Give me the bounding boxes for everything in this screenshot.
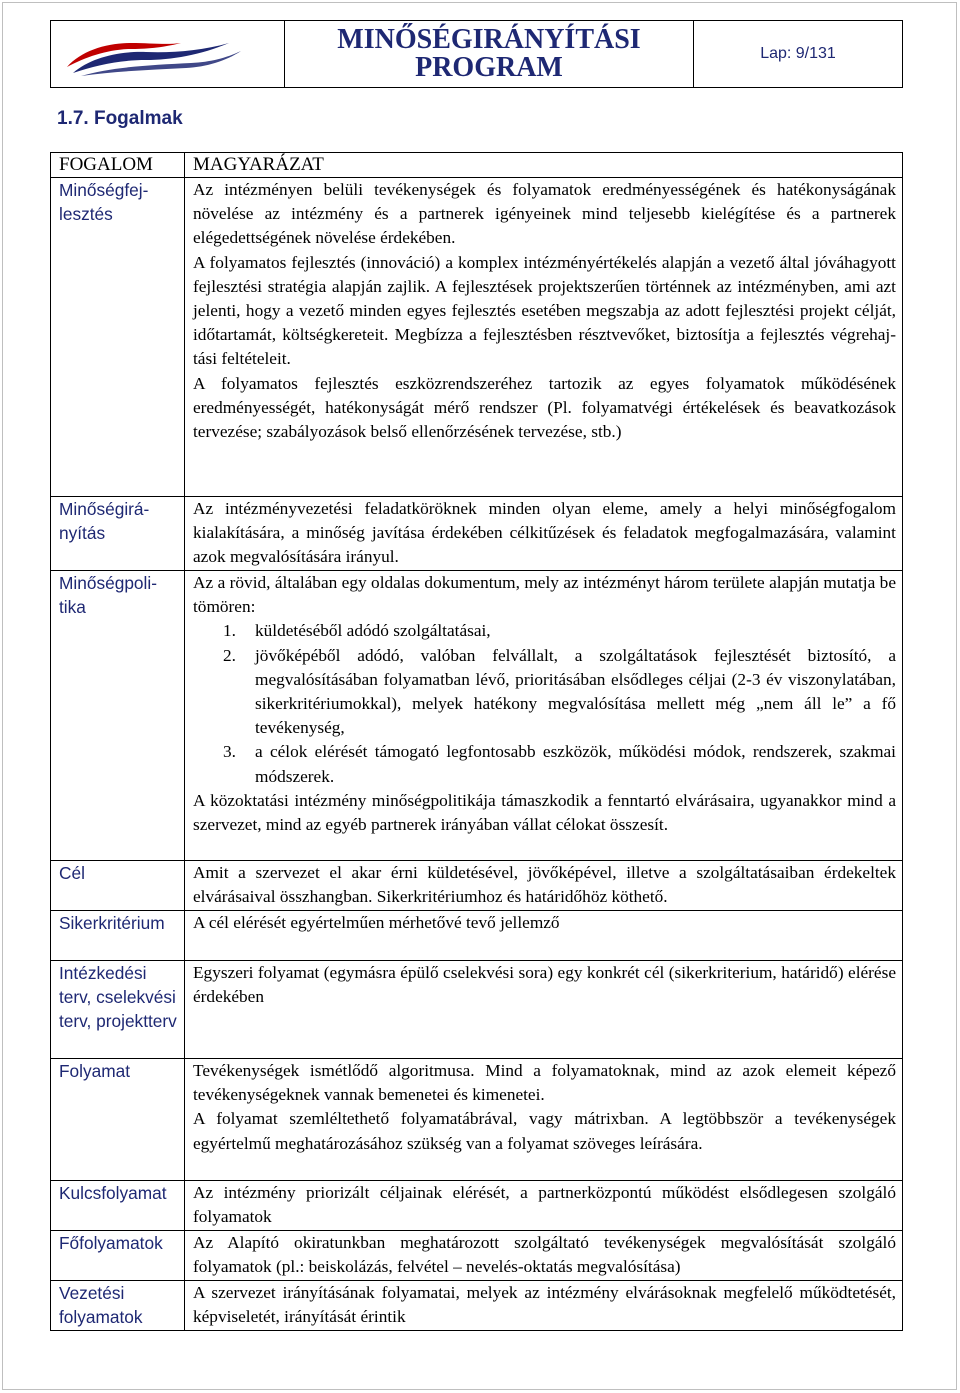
term-cell: Intézkedési terv, cselekvési terv, projektterv [51, 961, 185, 1059]
list-item [223, 644, 896, 741]
table-row [51, 571, 903, 861]
numbered-list [193, 619, 896, 788]
explanation-cell [185, 961, 903, 1059]
explanation-cell [185, 497, 903, 571]
table-row [51, 497, 903, 571]
explanation-cell [185, 1181, 903, 1231]
explanation-paragraph: A folyamatos fejlesztés eszközrendszeréhez tartozik az egyes folyamatok működésének eredményességét, hatékonyságát mérő rendszer (Pl. folyamatvégi értékelések és beavatkozások tervezése; szabályozások belső ellenőrzésének tervezése, stb.) [193, 373, 896, 442]
explanation-paragraph: Amit a szervezet el akar érni küldetésével, jövőképével, illetve a szolgáltatásaiban érdekeltek elvárásaival összhangban. Sikerkritériumhoz és határidőhöz köthető. [193, 863, 896, 907]
explanation-cell [185, 1059, 903, 1181]
explanation-paragraph: Egyszeri folyamat (egymásra épülő cselekvési sora) egy konkrét cél (sikerkriterium, határidő) elérése érdekében [193, 963, 896, 1007]
list-item-number: 2. [223, 645, 236, 665]
list-item-text: küldetéséből adódó szolgáltatásai, [255, 621, 491, 641]
page-header [50, 20, 903, 88]
table-row [51, 861, 903, 911]
explanation-cell [185, 911, 903, 961]
table-row [51, 1281, 903, 1331]
explanation-paragraph: A folyamatos fejlesztés (innováció) a komplex intézményértékelés alapján a vezető által jóváhagyott fejlesztési stratégia alapján zajlik. A fejlesztések projektszerűen történnek az intézményben, ami azt jelenti, hogy a vezető minden egyes fejlesztés esetében megszabja az adott fejlesztési projekt célját, időtartamát, költségkereteit. Megbízza a fejlesztésben résztvevőket, biztosítja a fejlesztés végrehajtási feltételeit. [193, 252, 896, 369]
page-number-cell [694, 21, 902, 87]
term-cell: Minőségpolitika [51, 571, 185, 861]
table-header-row [51, 153, 903, 178]
list-item [223, 619, 896, 643]
explanation-paragraph: Az intézményen belüli tevékenységek és folyamatok eredményességének és hatékonyságának növelése az intézmény és a partnerek igényeinek mind teljesebb kielégítése és a partnerek elégedettségének növelése érdekében. [193, 180, 896, 248]
term-cell: Sikerkritérium [51, 911, 185, 961]
explanation-paragraph: Az intézményvezetési feladatköröknek minden olyan eleme, amely a helyi minőségfogalom kialakítására, a minőség javítása érdekében célkitűzések és feladatok megfogalmazására, valamint azok megvalósítására irányul. [193, 499, 896, 567]
term-cell: Kulcsfolyamat [51, 1181, 185, 1231]
table-row [51, 961, 903, 1059]
header-title-cell [285, 21, 694, 87]
header-title: MINŐSÉGIRÁNYÍTÁSI PROGRAM [337, 24, 641, 83]
page-number: Lap: 9/131 [760, 45, 836, 62]
explanation-cell [185, 861, 903, 911]
explanation-paragraph: A folyamat szemléltethető folyamatábrával, vagy mátrixban. A legtöbbször a tevékenységek egyértelmű meghatározásához szükség van a folyamat szöveges leírására. [193, 1109, 896, 1153]
list-item-number: 1. [223, 621, 236, 641]
list-item-text: a célok elérését támogató legfontosabb eszközök, működési módok, rendszerek, szakmai módszerek. [255, 742, 896, 786]
logo-swoosh-icon [51, 21, 282, 86]
explanation-outro: A közoktatási intézmény minőségpolitikája támaszkodik a fenntartó elvárásaira, ugyanakkor mind a szervezet, mind az egyéb partnerek irányában vállat célokat összesít. [193, 790, 896, 835]
list-item [223, 740, 896, 788]
term-cell: Vezetési folyamatok [51, 1281, 185, 1331]
explanation-paragraph: Tevékenységek ismétlődő algoritmusa. Mind a folyamatoknak, mind az azok elemeit képező tevékenységeknek vannak bemenetei és kimenetei. [193, 1061, 896, 1105]
column-header-explanation: MAGYARÁZAT [185, 153, 903, 178]
table-row [51, 1059, 903, 1181]
table-row [51, 1231, 903, 1281]
explanation-cell [185, 1281, 903, 1331]
term-cell: Folyamat [51, 1059, 185, 1181]
table-row [51, 178, 903, 497]
explanation-paragraph: A szervezet irányításának folyamatai, melyek az intézmény elvárásoknak megfelelő működtetését, képviseletét, irányítását érintik [193, 1283, 896, 1327]
list-item-text: jövőképéből adódó, valóban felvállalt, a szolgáltatások fejlesztését biztosító, a megvalósításában folyamatban lévő, prioritásában elsődleges céljai (2-3 év viszonylatában, sikerkritériumokkal), melyek hatékony megvalósítása mellett még „nem áll le” a fő tevékenység, [255, 645, 896, 738]
logo [51, 21, 285, 87]
section-title: 1.7. Fogalmak [57, 108, 183, 129]
term-cell: Minőségirányítás [51, 497, 185, 571]
explanation-paragraph: A cél elérését egyértelműen mérhetővé tevő jellemző [193, 913, 560, 932]
definitions-table [50, 152, 903, 1331]
term-cell: Főfolyamatok [51, 1231, 185, 1281]
explanation-cell [185, 178, 903, 497]
term-cell: Minőségfejlesztés [51, 178, 185, 497]
explanation-cell [185, 1231, 903, 1281]
column-header-term: FOGALOM [51, 153, 185, 178]
explanation-intro: Az a rövid, általában egy oldalas dokumentum, mely az intézményt három területe alapján mutatja be tömören: [193, 573, 896, 617]
list-item-number: 3. [223, 742, 236, 762]
table-row [51, 1181, 903, 1231]
term-cell: Cél [51, 861, 185, 911]
explanation-paragraph: Az intézmény priorizált céljainak elérését, a partnerközpontú működést elsődlegesen szolgáló folyamatok [193, 1183, 896, 1227]
explanation-paragraph: Az Alapító okiratunkban meghatározott szolgáltató tevékenységek megvalósítását szolgáló folyamatok (pl.: beiskolázás, felvétel – nevelés-oktatás megvalósítása) [193, 1233, 896, 1277]
explanation-cell [185, 571, 903, 861]
table-row [51, 911, 903, 961]
